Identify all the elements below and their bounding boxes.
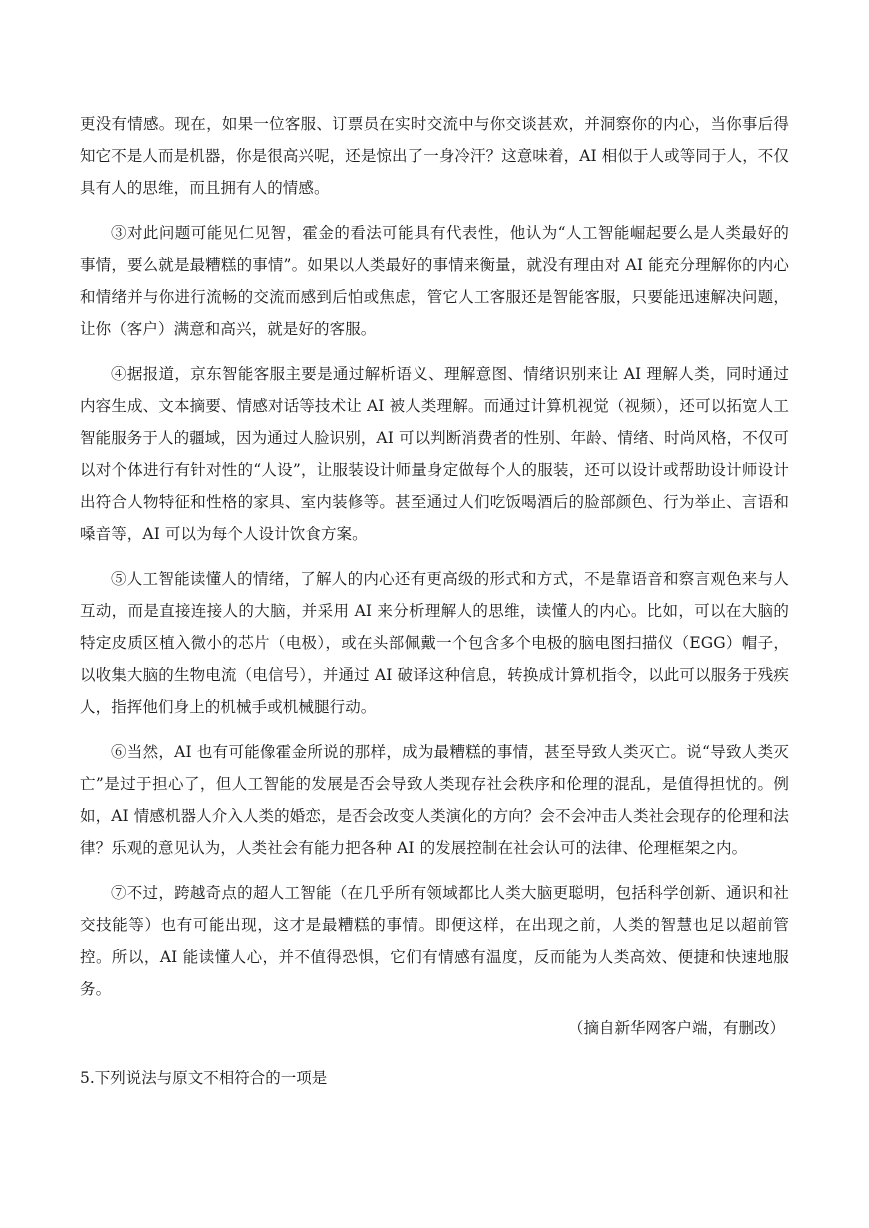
paragraph-6: ⑥当然，AI 也有可能像霍金所说的那样，成为最糟糕的事情，甚至导致人类灭亡。说“导致人类灭亡”是过于担心了，但人工智能的发展是否会导致人类现存社会秩序和伦理的混乱，是值得担忧的。例如，AI 情感机器人介入人类的婚恋，是否会改变人类演化的方向？会不会冲击人类社会现存的伦理和法律？乐观的意见认为，人类社会有能力把各种 AI 的发展控制在社会认可的法律、伦理框架之内。 — [80, 743, 789, 857]
paragraph-5: ⑤人工智能读懂人的情绪，了解人的内心还有更高级的形式和方式，不是靠语音和察言观色来与人互动，而是直接连接人的大脑，并采用 AI 来分析理解人的思维，读懂人的内心。比如，可以在大脑的特定皮质区植入微小的芯片（电极），或在头部佩戴一个包含多个电极的脑电图扫描仪（EGG）帽子，以收集大脑的生物电流（电信号），并通过 AI 破译这种信息，转换成计算机指令，以此可以服务于残疾人，指挥他们身上的机械手或机械腿行动。 — [80, 570, 789, 716]
paragraph-7: ⑦不过，跨越奇点的超人工智能（在几乎所有领域都比人类大脑更聪明，包括科学创新、通识和社交技能等）也有可能出现，这才是最糟糕的事情。即便这样，在出现之前，人类的智慧也足以超前管控。所以，AI 能读懂人心，并不值得恐惧，它们有情感有温度，反而能为人类高效、便捷和快速地服务。 — [80, 884, 789, 998]
paragraph-4: ④据报道，京东智能客服主要是通过解析语义、理解意图、情绪识别来让 AI 理解人类，同时通过内容生成、文本摘要、情感对话等技术让 AI 被人类理解。而通过计算机视觉（视频），还可以拓宽人工智能服务于人的疆域，因为通过人脸识别，AI 可以判断消费者的性别、年龄、情绪、时尚风格，不仅可以对个体进行有针对性的“人设”，让服装设计师量身定做每个人的服装，还可以设计或帮助设计师设计出符合人物特征和性格的家具、室内装修等。甚至通过人们吃饭喝酒后的脸部颜色、行为举止、言语和嗓音等，AI 可以为每个人设计饮食方案。 — [80, 365, 789, 543]
source-citation: （摘自新华网客户端，有删改） — [567, 1019, 785, 1037]
question-5: 5.下列说法与原文不相符合的一项是 — [80, 1069, 328, 1087]
paragraph-3: ③对此问题可能见仁见智，霍金的看法可能具有代表性，他认为“人工智能崛起要么是人类最好的事情，要么就是最糟糕的事情”。如果以人类最好的事情来衡量，就没有理由对 AI 能充分理解你的内心和情绪并与你进行流畅的交流而感到后怕或焦虑，管它人工客服还是智能客服，只要能迅速解决问题，让你（客户）满意和高兴，就是好的客服。 — [80, 224, 789, 338]
paragraph-continuation: 更没有情感。现在，如果一位客服、订票员在实时交流中与你交谈甚欢，并洞察你的内心，当你事后得知它不是人而是机器，你是很高兴呢，还是惊出了一身冷汗？这意味着，AI 相似于人或等同于人，不仅具有人的思维，而且拥有人的情感。 — [80, 115, 789, 197]
